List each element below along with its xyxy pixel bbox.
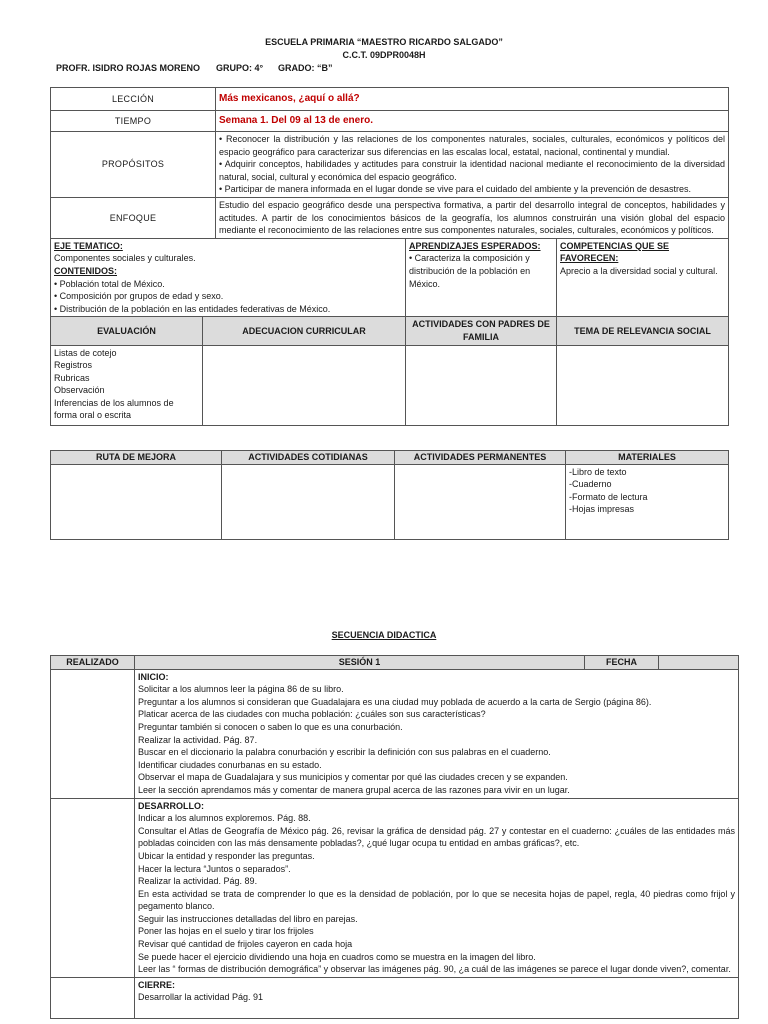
material-item: -Cuaderno (569, 479, 612, 490)
contenido-item: • Composición por grupos de edad y sexo. (54, 291, 224, 302)
inicio-cell (135, 669, 739, 798)
realizado-desarrollo-cell (51, 798, 135, 977)
competencias-cell (557, 238, 729, 317)
ruta-header: RUTA DE MEJORA (51, 451, 222, 465)
grade-label: GRADO: (278, 63, 315, 73)
desarrollo-item: Seguir las instrucciones detalladas del libro en parejas. (138, 913, 358, 924)
cotidianas-cell (222, 464, 395, 539)
cierre-cell (135, 977, 739, 1018)
eje-contenidos-cell (51, 238, 406, 317)
eje-value: Componentes sociales y culturales. (54, 253, 196, 264)
actividades-padres-cell (406, 345, 557, 425)
contenidos-label: CONTENIDOS: (54, 265, 117, 276)
desarrollo-item: Leer las “ formas de distribución demográfica” y observar las imágenes pág. 90, ¿a cuál de las imágenes se parece el lugar donde viven?, comentar. (138, 964, 731, 975)
fecha-header: FECHA (585, 656, 659, 670)
material-item: -Libro de texto (569, 466, 627, 477)
tiempo-value: Semana 1. Del 09 al 13 de enero. (216, 111, 729, 132)
inicio-item: Preguntar también si conocen o saben lo que es una conurbación. (138, 721, 403, 732)
inicio-item: Preguntar a los alumnos si consideran que Guadalajara es una ciudad muy poblada de acuerdo a la carta de Sergio (página 86). (138, 696, 652, 707)
grade-value: “B” (317, 63, 333, 73)
group-info (216, 62, 263, 75)
secuencia-table (50, 655, 739, 1019)
school-name: ESCUELA PRIMARIA “MAESTRO RICARDO SALGADO” (265, 37, 503, 47)
cotidianas-header: ACTIVIDADES COTIDIANAS (222, 451, 395, 465)
inicio-item: Buscar en el diccionario la palabra conurbación y escribir la definición con sus palabras en el cuaderno. (138, 747, 551, 758)
desarrollo-cell (135, 798, 739, 977)
leccion-value: Más mexicanos, ¿aquí o allá? (216, 88, 729, 111)
desarrollo-item: Se puede hacer el ejercicio dividiendo una hoja en cuadros como se muestra en la imagen del libro. (138, 951, 536, 962)
realizado-inicio-cell (51, 669, 135, 798)
sesion-header: SESIÓN 1 (135, 656, 585, 670)
evaluacion-item: Observación (54, 385, 105, 396)
school-cct: C.C.T. 09DPR0048H (342, 50, 426, 60)
inicio-item: Solicitar a los alumnos leer la página 86 de su libro. (138, 684, 344, 695)
enfoque-text: Estudio del espacio geográfico desde una perspectiva formativa, a partir del desarrollo integral de conceptos, habilidades y actitudes. A partir de los conocimientos básicos de la geografía, los alumnos construirán una visión global del espacio mediante el reconocimiento de las relaciones entre sus componentes naturales, sociales, culturales, económicos y políticos. (216, 197, 729, 238)
competencias-text: Aprecio a la diversidad social y cultural. (560, 265, 718, 276)
evaluacion-item: Rubricas (54, 372, 90, 383)
desarrollo-item: En esta actividad se trata de comprender lo que es la densidad de población, por lo que se necesita hojas de papel, regla, 40 piedras como frijol y pegamento blanco. (138, 888, 735, 912)
teacher-name: PROFR. ISIDRO ROJAS MORENO (56, 63, 201, 73)
permanentes-header: ACTIVIDADES PERMANENTES (395, 451, 566, 465)
desarrollo-item: Poner las hojas en el suelo y tirar los frijoles (138, 926, 314, 937)
desarrollo-item: Realizar la actividad. Pág. 89. (138, 876, 258, 887)
aprendizajes-label: APRENDIZAJES ESPERADOS: (409, 240, 541, 251)
desarrollo-label: DESARROLLO: (138, 800, 204, 811)
group-value: 4° (254, 63, 264, 73)
plan-table (50, 87, 729, 426)
evaluacion-header: EVALUACIÓN (51, 317, 203, 345)
cierre-item: Desarrollar la actividad Pág. 91 (138, 992, 264, 1003)
inicio-label: INICIO: (138, 671, 169, 682)
adecuacion-header: ADECUACION CURRICULAR (203, 317, 406, 345)
proposito-item: • Reconocer la distribución y las relaciones de los componentes naturales, sociales, culturales, económicos y políticos del espacio geográfico para caracterizar sus diferencias en las escalas local, estatal, nacional, continental y mundial. (219, 134, 726, 157)
materiales-header: MATERIALES (566, 451, 729, 465)
leccion-label: LECCIÓN (51, 88, 216, 111)
secuencia-title: SECUENCIA DIDACTICA (331, 630, 437, 640)
inicio-item: Leer la sección aprendamos más y comentar de manera grupal acerca de las razones para vivir en un lugar. (138, 784, 570, 795)
enfoque-label: ENFOQUE (51, 197, 216, 238)
cierre-label: CIERRE: (138, 979, 176, 990)
evaluacion-item: Registros (54, 360, 93, 371)
desarrollo-item: Consultar el Atlas de Geografía de México pág. 26, revisar la gráfica de densidad pág. 27 y contestar en el cuaderno: ¿cuáles de las entidades más pobladas coinciden con las más densamente pobladas?, ¿qué lugar ocupa tu entidad en ambas gráficas?, etc. (138, 825, 735, 849)
competencias-label: COMPETENCIAS QUE SE FAVORECEN: (560, 240, 670, 264)
tema-header: TEMA DE RELEVANCIA SOCIAL (557, 317, 729, 345)
ruta-table (50, 450, 729, 540)
realizado-header: REALIZADO (51, 656, 135, 670)
evaluacion-item: Inferencias de los alumnos de forma oral o escrita (54, 397, 174, 421)
material-item: -Formato de lectura (569, 491, 648, 502)
proposito-item: • Participar de manera informada en el lugar donde se vive para el cuidado del ambiente y la prevención de desastres. (219, 184, 691, 195)
inicio-item: Identificar ciudades conurbanas en su estado. (138, 759, 322, 770)
evaluacion-item: Listas de cotejo (54, 347, 117, 358)
inicio-item: Platicar acerca de las ciudades con mucha población: ¿cuáles son sus características? (138, 709, 486, 720)
contenido-item: • Distribución de la población en las entidades federativas de México. (54, 303, 331, 314)
realizado-cierre-cell (51, 977, 135, 1018)
inicio-item: Observar el mapa de Guadalajara y sus municipios y comentar por qué las ciudades crecen y se expanden. (138, 772, 568, 783)
contenido-item: • Población total de México. (54, 278, 165, 289)
group-label: GRUPO: (216, 63, 252, 73)
tema-cell (557, 345, 729, 425)
propositos-cell (216, 132, 729, 198)
desarrollo-item: Revisar qué cantidad de frijoles cayeron en cada hoja (138, 939, 353, 950)
desarrollo-item: Indicar a los alumnos exploremos. Pág. 88. (138, 813, 311, 824)
material-item: -Hojas impresas (569, 504, 635, 515)
aprendizajes-text: • Caracteriza la composición y distribución de la población en México. (409, 253, 531, 289)
fecha-value-cell (659, 656, 739, 670)
inicio-item: Realizar la actividad. Pág. 87. (138, 734, 258, 745)
evaluacion-cell (51, 345, 203, 425)
permanentes-cell (395, 464, 566, 539)
desarrollo-item: Hacer la lectura “Juntos o separados”. (138, 863, 291, 874)
actividades-padres-header: ACTIVIDADES CON PADRES DE FAMILIA (406, 317, 557, 345)
aprendizajes-cell (406, 238, 557, 317)
materiales-cell (566, 464, 729, 539)
ruta-cell (51, 464, 222, 539)
propositos-label: PROPÓSITOS (51, 132, 216, 198)
adecuacion-cell (203, 345, 406, 425)
desarrollo-item: Ubicar la entidad y responder las preguntas. (138, 850, 315, 861)
tiempo-label: TIEMPO (51, 111, 216, 132)
grade-info (278, 62, 333, 75)
proposito-item: • Adquirir conceptos, habilidades y actitudes para construir la identidad nacional mediante el reconocimiento de la diversidad natural, social, cultural y económica del espacio geográfico. (219, 159, 726, 182)
eje-label: EJE TEMATICO: (54, 240, 123, 251)
